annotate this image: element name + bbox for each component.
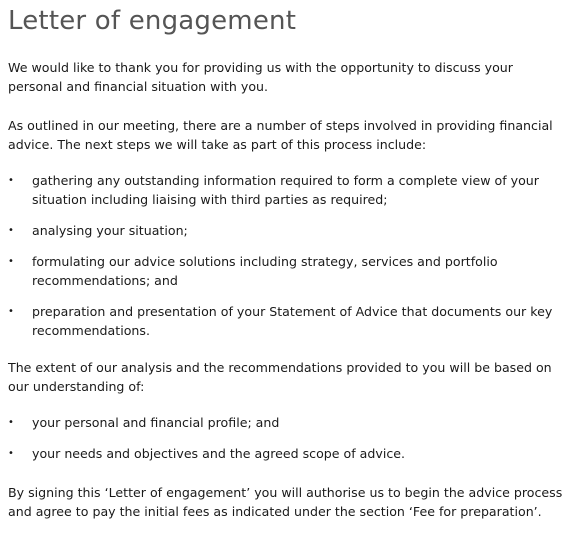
steps-list bbox=[8, 171, 568, 340]
list-item-text: preparation and presentation of your Statement of Advice that documents our key recommendations. bbox=[32, 304, 553, 338]
bullet-icon: • bbox=[8, 175, 14, 186]
list-item bbox=[8, 302, 568, 340]
list-item bbox=[8, 413, 568, 432]
analysis-intro-paragraph: The extent of our analysis and the recommendations provided to you will be based on our understanding of: bbox=[8, 360, 552, 394]
letter-document bbox=[8, 0, 568, 521]
list-item bbox=[8, 444, 568, 463]
list-item bbox=[8, 171, 568, 209]
bullet-icon: • bbox=[8, 448, 14, 459]
list-item-text: gathering any outstanding information required to form a complete view of your situation including liaising with third parties as required; bbox=[32, 173, 539, 207]
list-item bbox=[8, 221, 568, 240]
closing-paragraph: By signing this ‘Letter of engagement’ you will authorise us to begin the advice process and agree to pay the initial fees as indicated under the section ‘Fee for preparation’. bbox=[8, 485, 563, 519]
bullet-icon: • bbox=[8, 306, 14, 317]
list-item bbox=[8, 252, 568, 290]
intro-paragraph: We would like to thank you for providing us with the opportunity to discuss your personal and financial situation with you. bbox=[8, 60, 513, 94]
list-item-text: your personal and financial profile; and bbox=[32, 415, 280, 430]
bullet-icon: • bbox=[8, 225, 14, 236]
list-item-text: your needs and objectives and the agreed scope of advice. bbox=[32, 446, 406, 461]
steps-intro-paragraph: As outlined in our meeting, there are a number of steps involved in providing financial advice. The next steps we will take as part of this process include: bbox=[8, 118, 553, 152]
list-item-text: formulating our advice solutions including strategy, services and portfolio recommendations; and bbox=[32, 254, 498, 288]
page-title: Letter of engagement bbox=[8, 6, 297, 36]
list-item-text: analysing your situation; bbox=[32, 223, 188, 238]
bullet-icon: • bbox=[8, 417, 14, 428]
understanding-list bbox=[8, 413, 568, 463]
bullet-icon: • bbox=[8, 256, 14, 267]
